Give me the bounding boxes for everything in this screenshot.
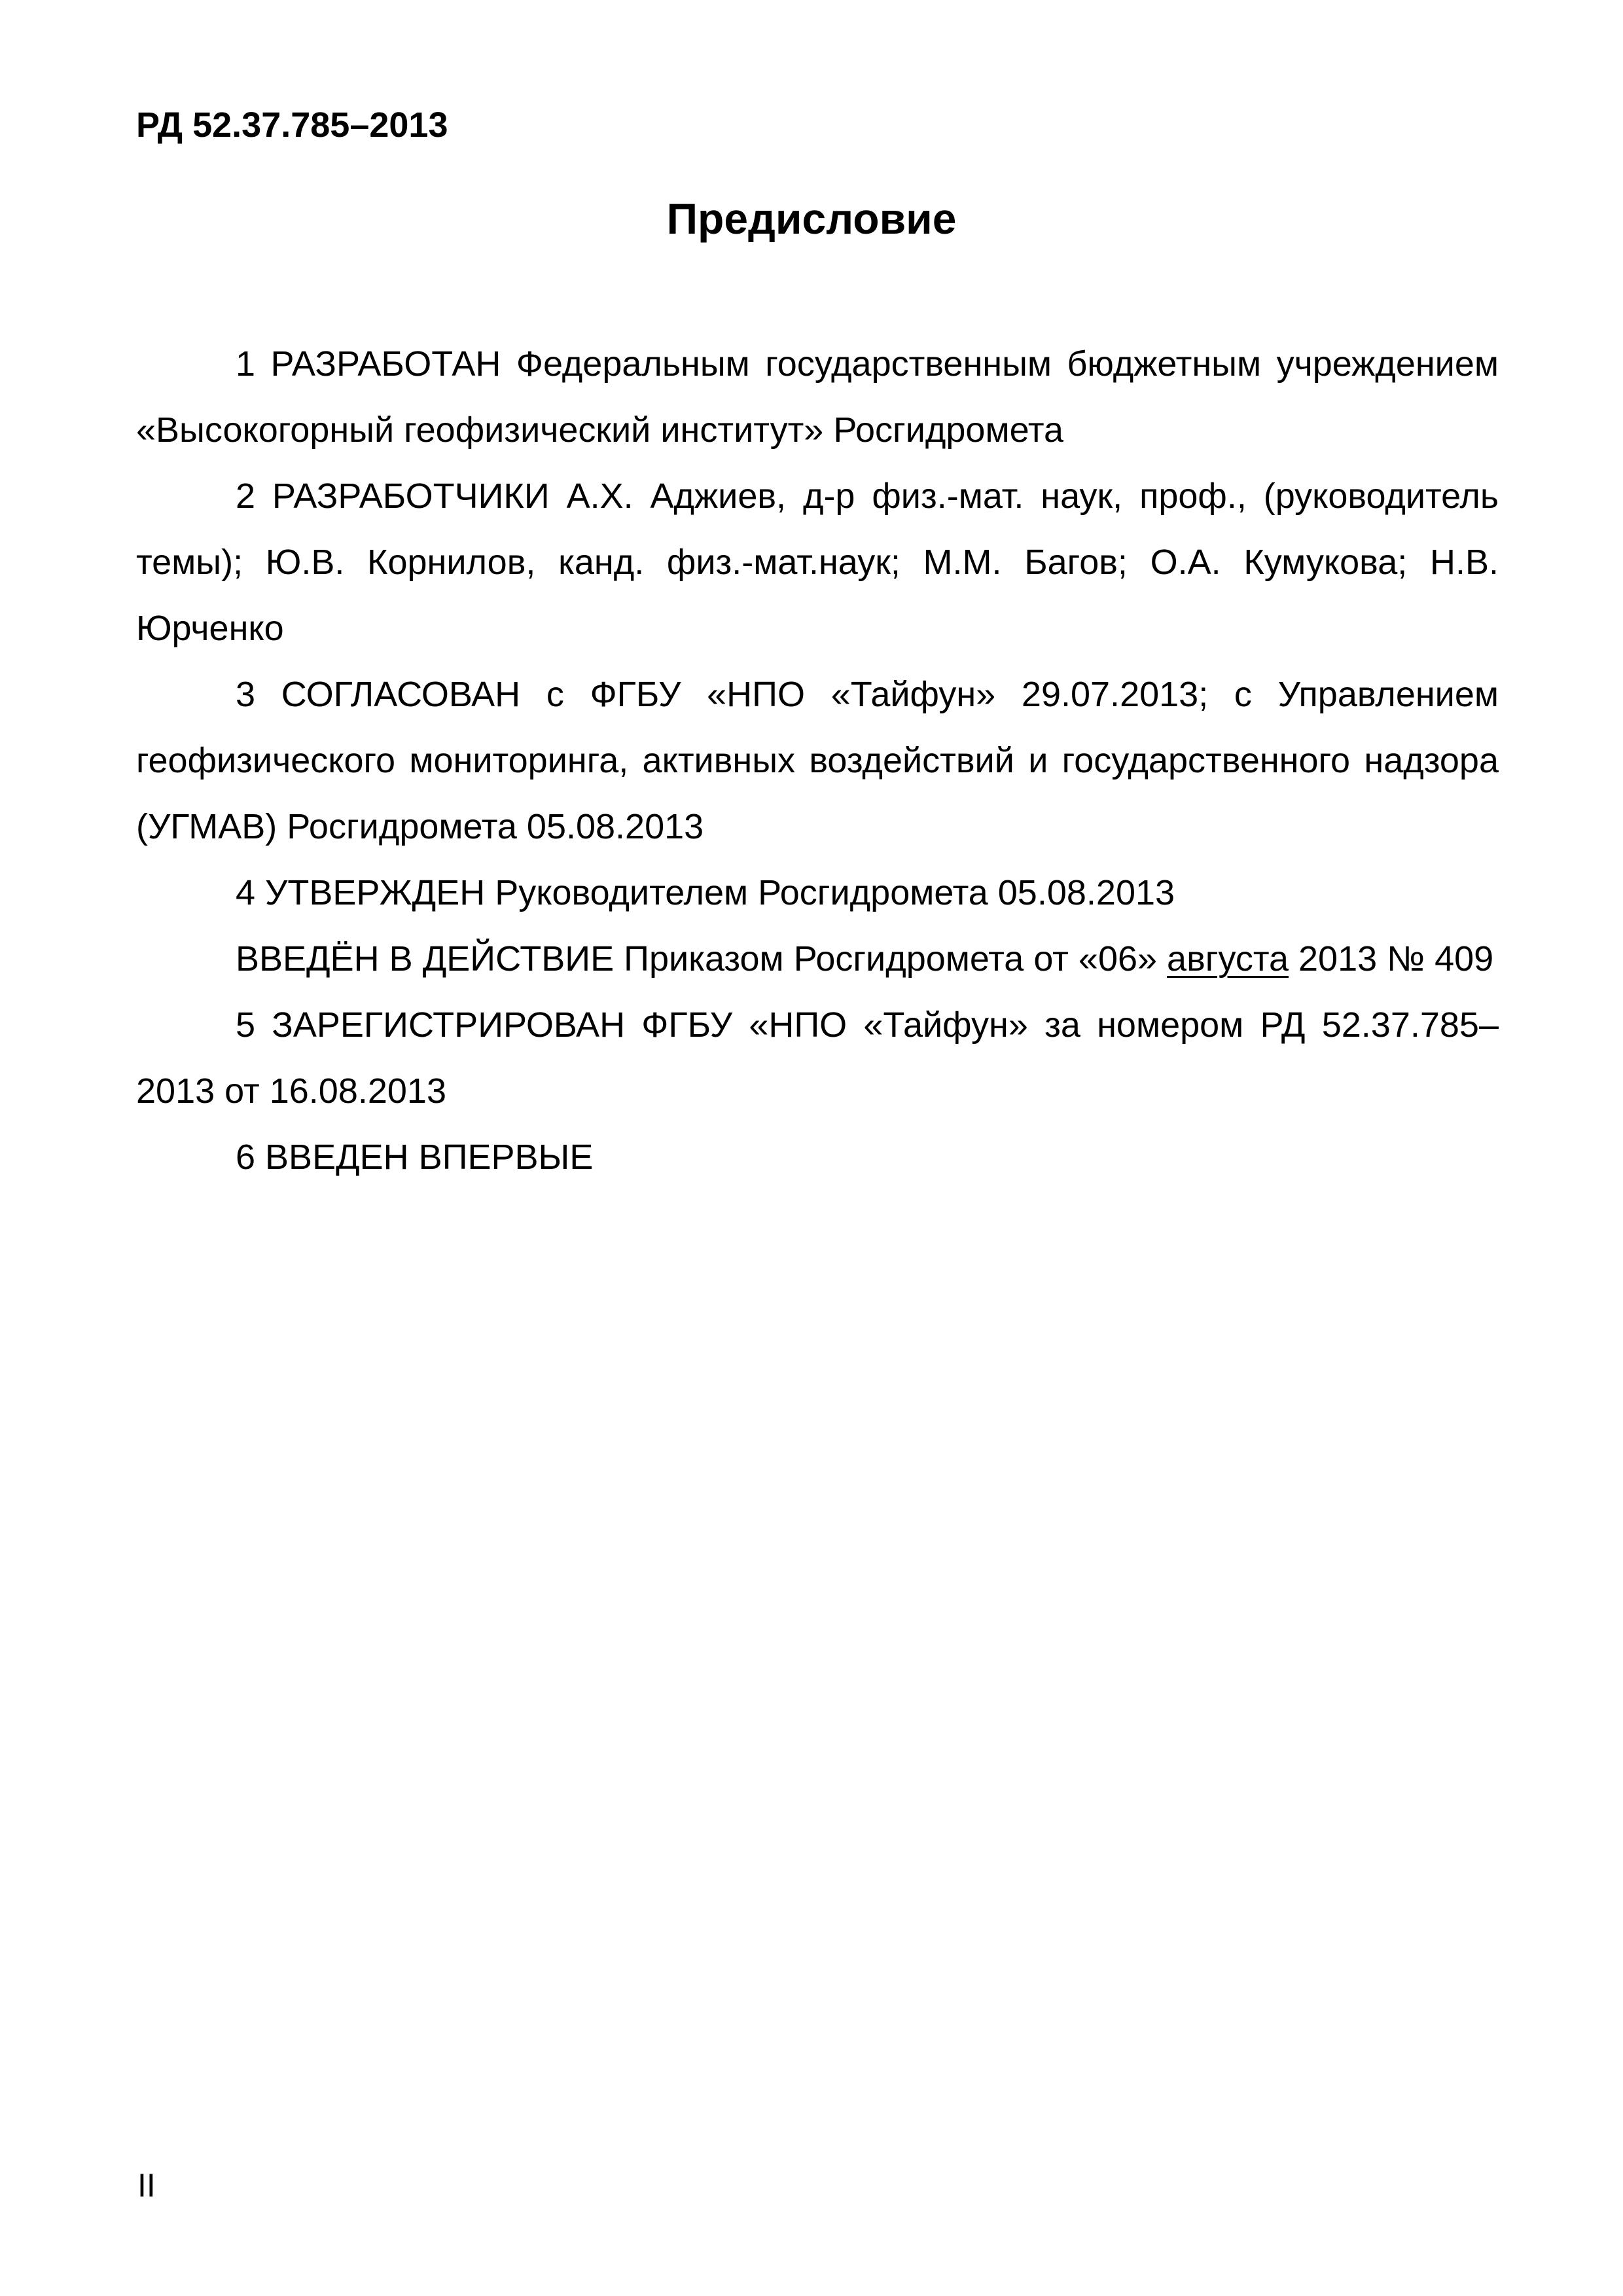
- enacted-text-end: 2013 № 409: [1289, 939, 1494, 978]
- enacted-text-start: ВВЕДЁН В ДЕЙСТВИЕ Приказом Росгидромета от «06»: [236, 939, 1168, 978]
- paragraph-registered: 5 ЗАРЕГИСТРИРОВАН ФГБУ «НПО «Тайфун» за номером РД 52.37.785–2013 от 16.08.2013: [136, 1005, 1499, 1111]
- page-title: Предисловие: [666, 194, 957, 243]
- foreword-body: [136, 331, 1499, 1191]
- page-number: II: [137, 2167, 156, 2204]
- paragraph-developed-by: 1 РАЗРАБОТАН Федеральным государственным бюджетным учреждением «Высокогорный геофизический институт» Росгидромета: [136, 344, 1499, 450]
- paragraph-developers: 2 РАЗРАБОТЧИКИ А.Х. Аджиев, д-р физ.-мат. наук, проф., (руководитель темы); Ю.В. Корнилов, канд. физ.-мат.наук; М.М. Багов; О.А. Кумукова; Н.В. Юрченко: [136, 476, 1499, 648]
- enacted-month-underlined: августа: [1167, 939, 1289, 978]
- paragraph-enacted: [136, 926, 1499, 992]
- document-code: РД 52.37.785–2013: [136, 105, 448, 145]
- paragraph-agreed: 3 СОГЛАСОВАН с ФГБУ «НПО «Тайфун» 29.07.2013; с Управлением геофизического мониторинга, активных воздействий и государственного надзора (УГМАВ) Росгидромета 05.08.2013: [136, 675, 1499, 846]
- paragraph-approved: 4 УТВЕРЖДЕН Руководителем Росгидромета 05.08.2013: [236, 873, 1175, 912]
- paragraph-first-introduced: 6 ВВЕДЕН ВПЕРВЫЕ: [236, 1138, 594, 1177]
